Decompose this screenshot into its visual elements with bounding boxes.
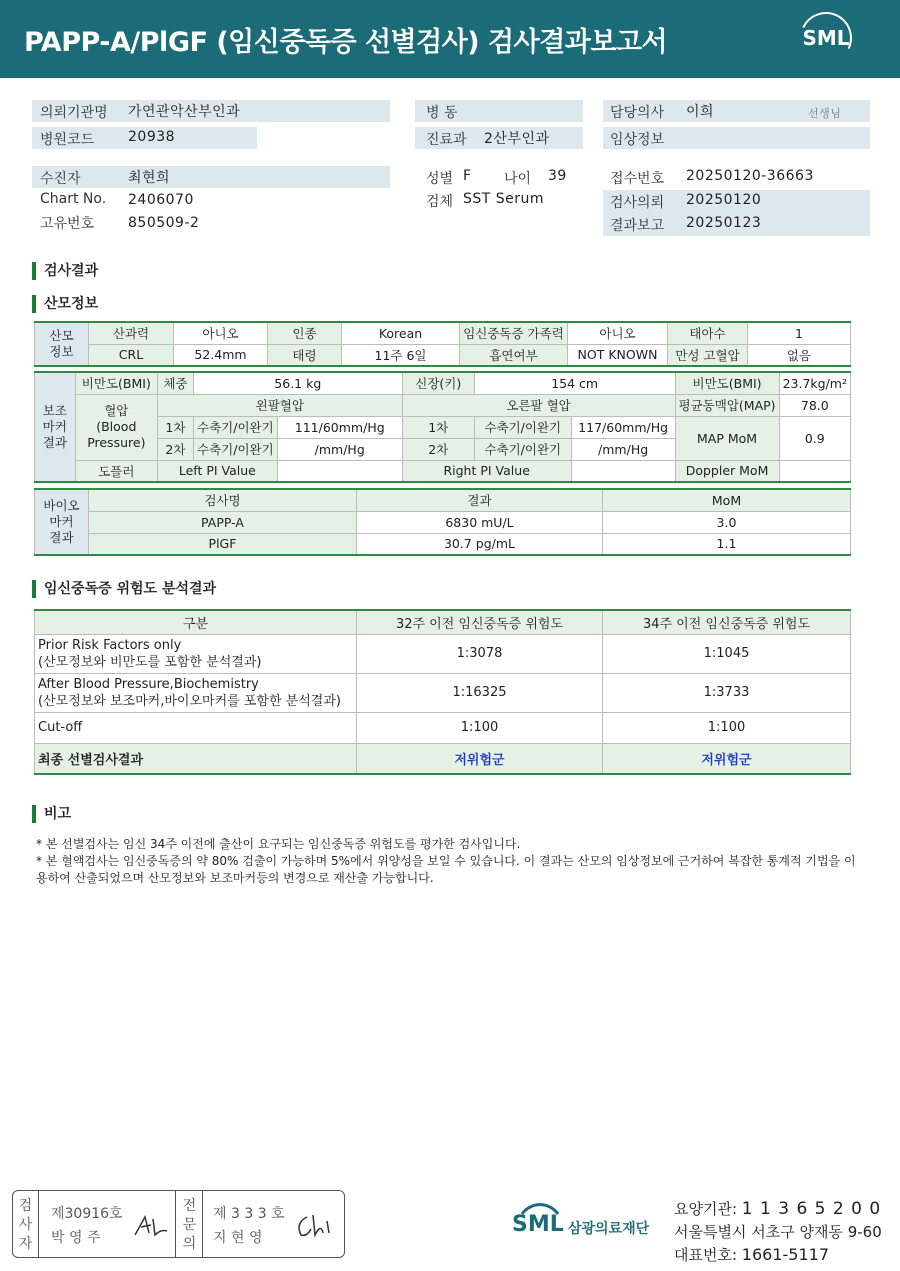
cell: 32주 이전 임신중독증 위험도 [357, 610, 603, 634]
requester-value: 가연관악산부인과 [128, 104, 241, 120]
cell: 체중 [157, 372, 193, 394]
cell: 평균동맥압(MAP) [675, 394, 779, 416]
cell: 2차 [157, 438, 193, 460]
note-2: * 본 혈액검사는 임신중독증의 약 80% 검출이 가능하며 5%에서 위양성을 보일 수 있습니다. 이 결과는 산모의 임상정보에 근거하여 복잡한 통계적 기법을 이용하여 산출되었으며 산모정보와 보조마커등의 변경으로 재산출 가능합니다. [36, 854, 856, 885]
cell: 52.4mm [174, 344, 268, 366]
cell: /mm/Hg [277, 438, 402, 460]
cell: 154 cm [474, 372, 675, 394]
cell: 1:3078 [357, 634, 603, 673]
cell [571, 460, 675, 482]
doctor-label: 담당의사 [610, 105, 665, 121]
table-row: PAPP-A [89, 511, 357, 533]
examiner-no: 제30916호 [51, 1206, 123, 1222]
age-label: 나이 [504, 171, 532, 187]
aux-table [34, 371, 851, 483]
cell: 수축기/이완기 [193, 438, 277, 460]
ward-label: 병 동 [426, 105, 458, 121]
bio-table [34, 488, 851, 556]
request-label: 검사의뢰 [610, 195, 665, 211]
doctor-value: 이희 [686, 104, 715, 120]
cell: 6830 mU/L [357, 511, 603, 533]
cell: 30.7 pg/mL [357, 533, 603, 555]
specialist-label: 전 문 의 [182, 1198, 197, 1252]
sml-foundation-logo: SML 삼광의료재단 [512, 1200, 662, 1250]
maternal-group: 산모 정보 [35, 322, 89, 366]
cell: 비만도(BMI) [75, 372, 157, 394]
examiner-label: 검 사 자 [18, 1198, 33, 1252]
section-remarks: 비고 [32, 805, 71, 823]
cell: 인종 [268, 322, 342, 344]
cell: 1차 [402, 416, 474, 438]
patient-label: 수진자 [40, 171, 81, 187]
clinical-label: 임상정보 [610, 132, 665, 148]
section-risk: 임신중독증 위험도 분석결과 [32, 580, 216, 598]
cell: MoM [603, 489, 851, 511]
cell: 1:3733 [603, 673, 851, 712]
unique-label: 고유번호 [40, 216, 95, 232]
request-value: 20250120 [686, 192, 762, 208]
cell: 아니오 [174, 322, 268, 344]
patient-value: 최현희 [128, 170, 171, 186]
cell: 1:100 [357, 712, 603, 743]
institution-code: 요양기관: 1 1 3 6 5 2 0 0 [674, 1199, 882, 1219]
examiner-signature-icon [131, 1211, 171, 1241]
cell: Right PI Value [402, 460, 571, 482]
cell: 혈압 (Blood Pressure) [75, 394, 157, 460]
dept-value: 2산부인과 [484, 131, 550, 147]
report-title: PAPP-A/PlGF (임신중독증 선별검사) 검사결과보고서 [24, 27, 668, 58]
cell: MAP MoM [675, 416, 779, 460]
cell: 3.0 [603, 511, 851, 533]
cell: 111/60mm/Hg [277, 416, 402, 438]
note-1: * 본 선별검사는 임신 34주 이전에 출산이 요구되는 임신중독증 위험도를 평가한 검사입니다. [36, 837, 521, 851]
cell: 117/60mm/Hg [571, 416, 675, 438]
cell: 태령 [268, 344, 342, 366]
receipt-value: 20250120-36663 [686, 168, 814, 184]
report-label: 결과보고 [610, 218, 665, 234]
table-row: PlGF [89, 533, 357, 555]
cell: 78.0 [779, 394, 850, 416]
specimen-label: 검체 [426, 194, 454, 210]
cell: 1.1 [603, 533, 851, 555]
specialist-name: 지 현 영 [213, 1230, 263, 1246]
cell: 1:100 [603, 712, 851, 743]
cell: 만성 고혈압 [668, 344, 748, 366]
table-row: Prior Risk Factors only (산모정보와 비만도를 포함한 분석결과) [35, 634, 357, 673]
cell: 1:16325 [357, 673, 603, 712]
remarks-notes [36, 836, 856, 887]
section-results: 검사결과 [32, 262, 98, 280]
cell: 없음 [748, 344, 851, 366]
cell: 흡연여부 [460, 344, 568, 366]
cell: 왼팔혈압 [157, 394, 402, 416]
doctor-suffix: 선생님 [808, 107, 842, 120]
bio-group: 바이오 마커 결과 [35, 489, 89, 555]
cell: 1:1045 [603, 634, 851, 673]
address: 서울특별시 서초구 양재동 9-60 [674, 1223, 882, 1241]
hospital-code-label: 병원코드 [40, 132, 95, 148]
maternal-table [34, 321, 851, 367]
signature-box [12, 1190, 345, 1258]
cell: 56.1 kg [193, 372, 402, 394]
risk-table [34, 609, 851, 775]
cell: CRL [89, 344, 174, 366]
cell: 수축기/이완기 [474, 438, 571, 460]
cell: 임신중독증 가족력 [460, 322, 568, 344]
hospital-code-value: 20938 [128, 129, 176, 145]
table-row: Cut-off [35, 712, 357, 743]
cell: 태아수 [668, 322, 748, 344]
specialist-no: 제 3 3 3 호 [213, 1206, 285, 1222]
final-result-34: 저위험군 [603, 743, 851, 774]
cell: 오른팔 혈압 [402, 394, 675, 416]
final-result-label: 최종 선별검사결과 [35, 743, 357, 774]
cell: 신장(키) [402, 372, 474, 394]
unique-value: 850509-2 [128, 215, 200, 231]
dept-label: 진료과 [426, 132, 467, 148]
report-value: 20250123 [686, 215, 762, 231]
cell: 34주 이전 임신중독증 위험도 [603, 610, 851, 634]
sml-logo: SML [800, 12, 852, 64]
cell: NOT KNOWN [568, 344, 668, 366]
cell: 구분 [35, 610, 357, 634]
cell [779, 460, 850, 482]
sex-label: 성별 [426, 171, 454, 187]
age-value: 39 [548, 168, 567, 184]
final-result-32: 저위험군 [357, 743, 603, 774]
cell: 도플러 [75, 460, 157, 482]
cell: 아니오 [568, 322, 668, 344]
phone: 대표번호: 1661-5117 [674, 1245, 830, 1264]
section-maternal: 산모정보 [32, 295, 98, 313]
cell [277, 460, 402, 482]
receipt-label: 접수번호 [610, 171, 665, 187]
chart-label: Chart No. [40, 191, 107, 207]
report-header [0, 0, 900, 78]
cell: 수축기/이완기 [193, 416, 277, 438]
cell: /mm/Hg [571, 438, 675, 460]
cell: 비만도(BMI) [675, 372, 779, 394]
cell: 11주 6일 [342, 344, 460, 366]
cell: 수축기/이완기 [474, 416, 571, 438]
cell: 결과 [357, 489, 603, 511]
cell: 1차 [157, 416, 193, 438]
cell: 2차 [402, 438, 474, 460]
cell: 23.7kg/m² [779, 372, 850, 394]
sex-value: F [463, 168, 472, 184]
aux-group: 보조 마커 결과 [35, 372, 76, 482]
specialist-signature-icon [293, 1209, 337, 1241]
cell: Left PI Value [157, 460, 277, 482]
cell: 1 [748, 322, 851, 344]
org-name: 삼광의료재단 [568, 1221, 650, 1237]
examiner-name: 박 영 주 [51, 1230, 101, 1246]
cell: Doppler MoM [675, 460, 779, 482]
table-row: After Blood Pressure,Biochemistry (산모정보와 보조마커,바이오마커를 포함한 분석결과) [35, 673, 357, 712]
cell: 검사명 [89, 489, 357, 511]
specimen-value: SST Serum [463, 191, 545, 207]
cell: Korean [342, 322, 460, 344]
cell: 0.9 [779, 416, 850, 460]
requester-label: 의뢰기관명 [40, 105, 108, 121]
cell: 산과력 [89, 322, 174, 344]
chart-value: 2406070 [128, 192, 194, 208]
